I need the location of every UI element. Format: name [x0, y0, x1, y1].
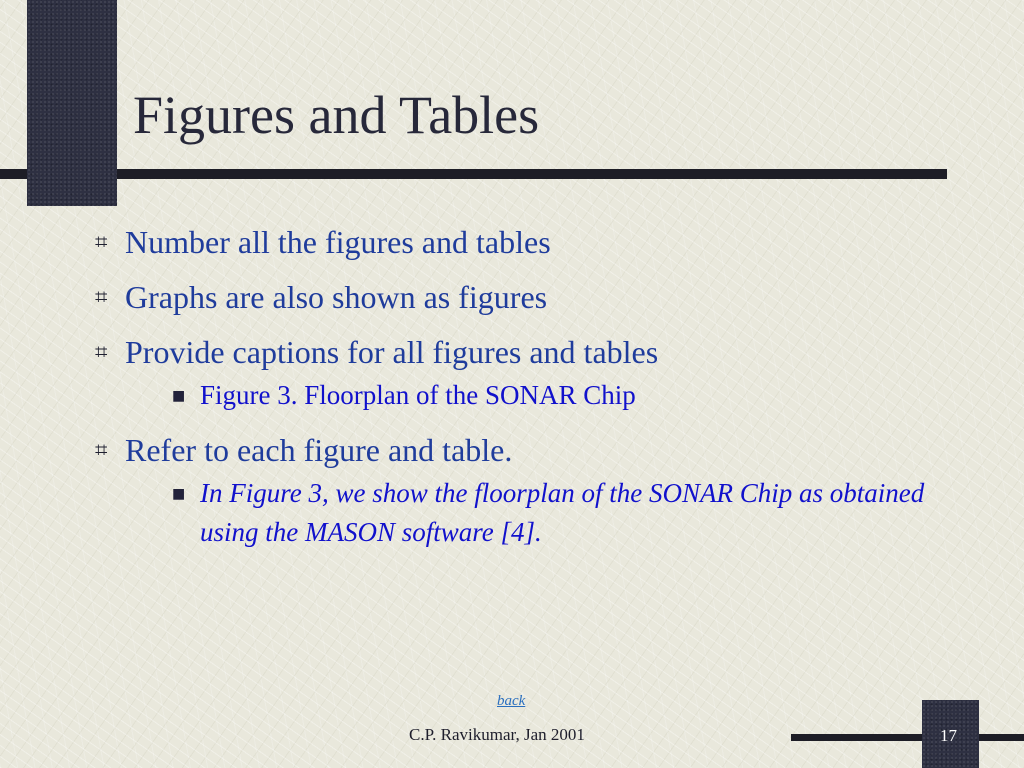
title-accent-block — [27, 0, 117, 206]
hash-bullet-icon: ⌗ — [95, 438, 108, 464]
sub-bullet-item — [172, 474, 955, 551]
square-bullet-icon: ■ — [172, 388, 186, 404]
page-number: 17 — [940, 726, 957, 745]
bullet-item — [95, 277, 955, 317]
footer-divider-right — [979, 734, 1024, 741]
footer-author-date: C.P. Ravikumar, Jan 2001 — [409, 725, 585, 744]
bullet-item — [95, 430, 955, 470]
bullet-list — [95, 222, 955, 567]
sub-bullet-item — [172, 376, 955, 414]
hash-bullet-icon: ⌗ — [95, 285, 108, 310]
slide-title: Figures and Tables — [133, 85, 540, 145]
bullet-item — [95, 222, 955, 262]
footer-divider-left — [791, 734, 922, 741]
title-divider — [117, 169, 947, 179]
sub-bullet-text: In Figure 3, we show the floorplan of the SONAR Chip as obtained using the MASON software [4]. — [200, 478, 925, 547]
hash-bullet-icon: ⌗ — [95, 230, 108, 255]
title-divider-left — [0, 169, 27, 179]
sub-bullet-text: Figure 3. Floorplan of the SONAR Chip — [200, 380, 636, 410]
hash-bullet-icon: ⌗ — [95, 340, 108, 365]
bullet-item — [95, 332, 955, 372]
bullet-text: Refer to each figure and table. — [125, 432, 513, 469]
bullet-text: Graphs are also shown as figures — [125, 279, 548, 315]
bullet-text: Number all the figures and tables — [125, 224, 551, 260]
square-bullet-icon: ■ — [172, 486, 186, 503]
bullet-text: Provide captions for all figures and tables — [125, 334, 659, 370]
back-link[interactable]: back — [497, 693, 526, 709]
